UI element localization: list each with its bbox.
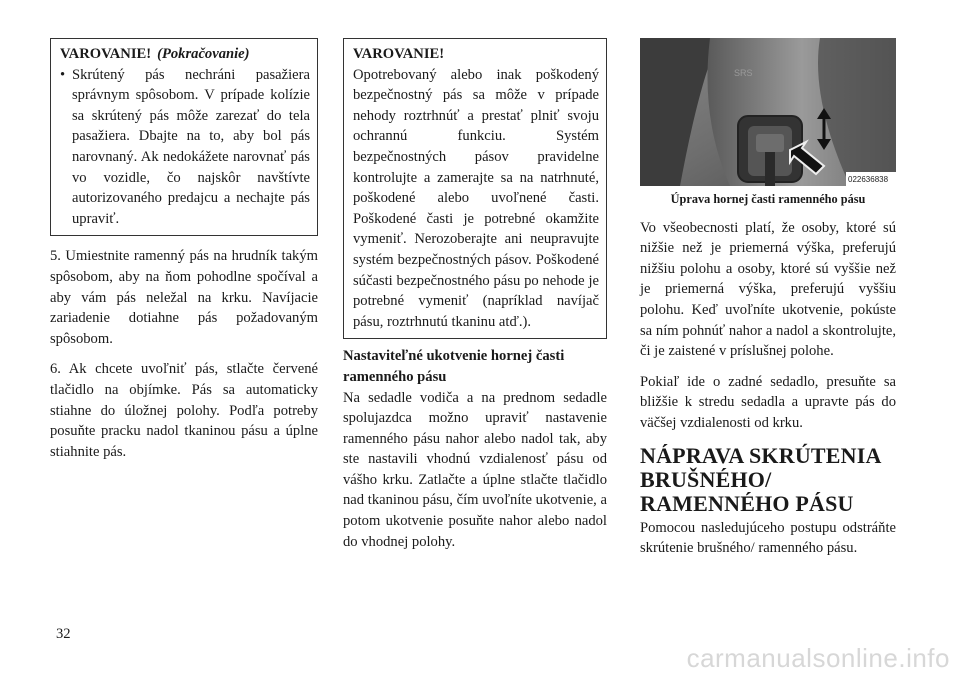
seatbelt-anchor-illustration: [640, 38, 896, 186]
para-height-preference: Vo všeobecnosti platí, že osoby, ktoré sú nižšie než je priemerná výška, preferujú nižšiu polohu a osoby, ktoré sú vyššie než je priemerná výška, preferujú vyššiu polohu. Keď uvoľníte ukotvenie, pokúste sa ním pohnúť nahor a nadol a skontrolujte, či je zaistené v príslušnej polohe.: [640, 219, 896, 360]
watermark: carmanualsonline.info: [686, 643, 950, 673]
step-6: 6. Ak chcete uvoľniť pás, stlačte červené tlačidlo na objímke. Pás sa automaticky stiahne do úložnej polohy. Podľa potreby posuňte pracku nadol tkaninou pásu a úplne stiahnite pás.: [50, 361, 318, 460]
warning-continued-label: (Pokračovanie): [157, 46, 250, 62]
para-procedure-intro: Pomocou nasledujúceho postupu odstráňte skrútenie brušného/ ramenného pásu.: [640, 519, 896, 557]
heading-line-3: RAMENNÉHO PÁSU: [640, 490, 854, 516]
figure-code: 022636838: [848, 175, 889, 184]
warning-bullet-text: Skrútený pás nechráni pasažiera správnym spôsobom. V prípade kolízie sa skrútený pás môže zarezať do tela pasažiera. Dbajte na to, aby bol pás narovnaný. Ak nedokážete narovnať pás vo vozidle, čo najskôr navštívte autorizovaného predajcu a nechajte pás upraviť.: [72, 66, 310, 227]
warning-title: [60, 44, 310, 65]
section-subheading: Nastaviteľné ukotvenie hornej časti ramenného pásu: [343, 348, 565, 385]
warning-box-continued: [50, 38, 318, 236]
column-middle: [343, 38, 607, 552]
para-rear-seat: Pokiaľ ide o zadné sedadlo, presuňte sa bližšie k stredu sedadla a upravte pás do väčšej vzdialenosti od krku.: [640, 373, 896, 431]
column-left: [50, 38, 318, 462]
bullet-icon: •: [60, 66, 66, 83]
section-heading: [640, 444, 896, 516]
section-body: Na sedadle vodiča a na prednom sedadle spolujazdca možno upraviť nastavenie ramenného pásu nahor alebo nadol tak, aby ste nastavili vhodnú vzdialenosť pásu od vášho krku. Zatlačte a úplne stlačte tlačidlo nad tkaninou pásu, čím uvoľníte ukotvenie, a potom ukotvenie posuňte nahor alebo nadol do vhodnej polohy.: [343, 389, 607, 550]
step-5: 5. Umiestnite ramenný pás na hrudník takým spôsobom, aby na ňom pohodlne spočíval a aby vám pás neležal na krku. Navíjacie zariadenie dotiahne pás požadovaným spôsobom.: [50, 248, 318, 347]
warning-title-text: VAROVANIE!: [60, 46, 152, 62]
warning-title: VAROVANIE!: [353, 46, 445, 62]
column-right: [640, 38, 896, 559]
warning-box: [343, 38, 607, 339]
warning-bullet: [60, 65, 310, 230]
warning-text: Opotrebovaný alebo inak poškodený bezpečnostný pás sa môže v prípade nehody roztrhnúť a prestať plniť svoju ochrannú funkciu. Systém bezpečnostných pásov pravidelne kontrolujte a zamerajte sa na natrhnuté, poškodené alebo uvoľnené časti. Poškodené časti je potrebné okamžite vymeniť. Nerozoberajte ani neupravujte systém bezpečnostných pásov. Poškodené súčasti bezpečnostného pásu po nehode je potrebné vymeniť (napríklad navíjač pásu, roztrhnutú tkaninu atď.).: [353, 66, 599, 330]
heading-line-1: NÁPRAVA SKRÚTENIA: [640, 442, 882, 468]
page-number: 32: [56, 626, 71, 642]
heading-line-2: BRUŠNÉHO/: [640, 466, 772, 492]
figure-caption: Úprava hornej časti ramenného pásu: [670, 192, 866, 206]
anchor-adjustment-figure: [640, 38, 896, 186]
svg-text:SRS: SRS: [734, 68, 753, 78]
